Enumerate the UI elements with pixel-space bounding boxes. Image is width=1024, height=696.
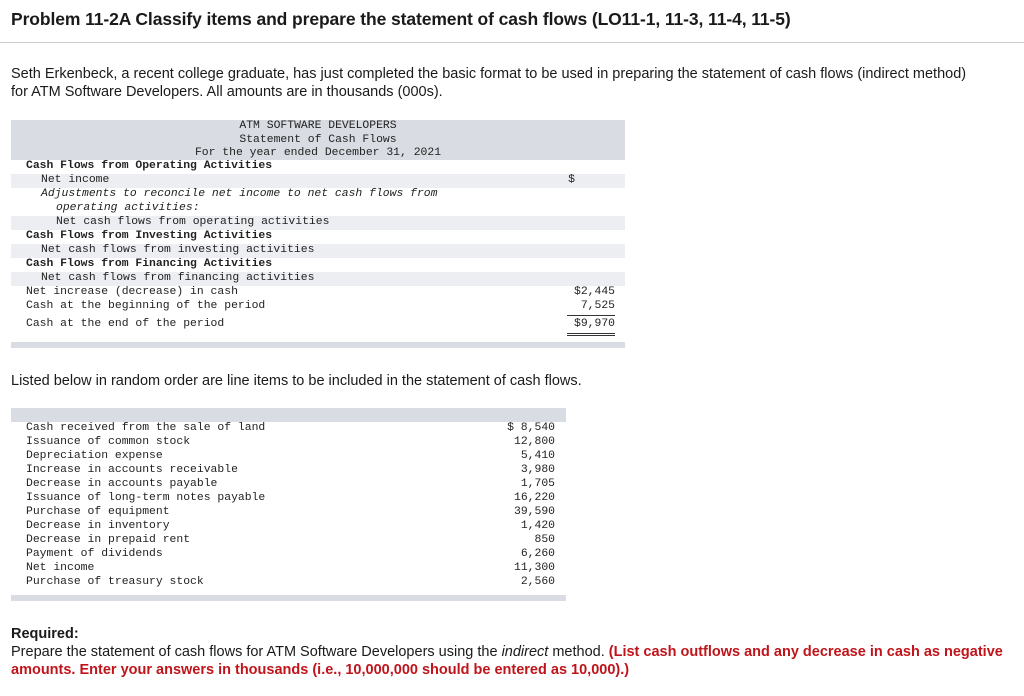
- required-instruction-note: (List cash outflows and any decrease in cash as negative amounts. Enter your answers in thousands (i.e., 10,000,000 should be entered as 10,000).): [11, 644, 1003, 678]
- statement-name: Statement of Cash Flows: [239, 133, 397, 146]
- line-items-footer-bar: [11, 595, 566, 601]
- line-item-amount: 39,590: [513, 506, 555, 518]
- line-item-label: Depreciation expense: [26, 450, 163, 462]
- problem-title: Problem 11-2A Classify items and prepare the statement of cash flows (LO11-1, 11-3, 11-4, 11-5): [11, 9, 791, 29]
- line-item-label: Purchase of treasury stock: [26, 576, 204, 588]
- line-item-amount: $ 8,540: [507, 422, 555, 434]
- line-item-label: Purchase of equipment: [26, 506, 170, 518]
- required-text-after: method.: [548, 644, 609, 660]
- line-item-label: Issuance of common stock: [26, 436, 191, 448]
- line-items-header-bar: [11, 408, 566, 422]
- statement-row: [11, 300, 625, 314]
- row-label-cash-beginning: Cash at the beginning of the period: [26, 300, 266, 312]
- line-item-amount: 11,300: [513, 562, 555, 574]
- statement-row: [11, 174, 625, 188]
- statement-row: [11, 160, 625, 174]
- row-label-net-increase: Net increase (decrease) in cash: [26, 286, 238, 298]
- total-double-underline-1: [567, 333, 615, 334]
- line-item: [11, 436, 566, 450]
- intro-paragraph: Seth Erkenbeck, a recent college graduate, has just completed the basic format to be used in preparing the statement of cash flows (indirect method) for ATM Software Developers. All amounts are in thousands (000s).: [11, 66, 967, 100]
- statement-footer-bar: [11, 342, 625, 348]
- statement-row: [11, 202, 625, 216]
- statement-row: [11, 258, 625, 272]
- statement-row: [11, 318, 625, 332]
- line-item-label: Cash received from the sale of land: [26, 422, 266, 434]
- statement-header: [11, 120, 625, 160]
- statement-period: For the year ended December 31, 2021: [194, 147, 442, 159]
- line-item: [11, 548, 566, 562]
- required-text-italic: indirect: [501, 644, 549, 660]
- line-item: [11, 464, 566, 478]
- listed-items-intro: Listed below in random order are line items to be included in the statement of cash flows.: [11, 373, 582, 389]
- statement-row: [11, 216, 625, 230]
- row-label-adjustments: Adjustments to reconcile net income to net cash flows from: [41, 188, 438, 200]
- required-text-before: Prepare the statement of cash flows for ATM Software Developers using the: [11, 644, 502, 660]
- section-heading-financing: Cash Flows from Financing Activities: [26, 258, 273, 270]
- required-instructions: [11, 643, 1011, 679]
- row-label-net-income: Net income: [41, 174, 110, 186]
- line-item: [11, 478, 566, 492]
- line-item: [11, 450, 566, 464]
- row-amount-cash-end: $9,970: [573, 318, 615, 330]
- line-item-amount: 3,980: [520, 464, 555, 476]
- section-heading-investing: Cash Flows from Investing Activities: [26, 230, 273, 242]
- line-item: [11, 520, 566, 534]
- line-item: [11, 562, 566, 576]
- line-item-label: Net income: [26, 562, 95, 574]
- line-item-amount: 2,560: [520, 576, 555, 588]
- row-label-net-financing: Net cash flows from financing activities: [41, 272, 315, 284]
- line-item-label: Decrease in prepaid rent: [26, 534, 191, 546]
- line-item-amount: 1,420: [520, 520, 555, 532]
- title-divider: [0, 42, 1024, 43]
- section-heading-operating: Cash Flows from Operating Activities: [26, 160, 273, 172]
- row-label-net-operating: Net cash flows from operating activities: [56, 216, 330, 228]
- line-items-table: [11, 408, 566, 601]
- total-double-underline-2: [567, 335, 615, 336]
- statement-row: [11, 272, 625, 286]
- line-item: [11, 422, 566, 436]
- statement-row: [11, 188, 625, 202]
- line-item-label: Decrease in inventory: [26, 520, 170, 532]
- row-amount-net-increase: $2,445: [573, 286, 615, 298]
- line-item: [11, 506, 566, 520]
- line-item-label: Decrease in accounts payable: [26, 478, 218, 490]
- row-label-adjustments-cont: operating activities:: [56, 202, 200, 214]
- row-amount-net-income: $: [568, 174, 575, 186]
- line-item-label: Issuance of long-term notes payable: [26, 492, 266, 504]
- line-item-amount: 16,220: [513, 492, 555, 504]
- line-item-label: Payment of dividends: [26, 548, 163, 560]
- statement-of-cash-flows: [11, 120, 625, 348]
- line-item: [11, 492, 566, 506]
- statement-row: [11, 230, 625, 244]
- line-item-amount: 5,410: [520, 450, 555, 462]
- line-item-label: Increase in accounts receivable: [26, 464, 238, 476]
- required-label: Required:: [11, 626, 79, 642]
- line-item-amount: 12,800: [513, 436, 555, 448]
- line-item-amount: 850: [534, 534, 555, 546]
- line-item-amount: 6,260: [520, 548, 555, 560]
- line-item: [11, 534, 566, 548]
- row-amount-cash-beginning: 7,525: [580, 300, 615, 312]
- line-item-amount: 1,705: [520, 478, 555, 490]
- statement-company: ATM SOFTWARE DEVELOPERS: [239, 120, 397, 132]
- subtotal-underline: [567, 315, 615, 316]
- row-label-cash-end: Cash at the end of the period: [26, 318, 225, 330]
- row-label-net-investing: Net cash flows from investing activities: [41, 244, 315, 256]
- statement-row: [11, 286, 625, 300]
- line-item: [11, 576, 566, 590]
- statement-row: [11, 244, 625, 258]
